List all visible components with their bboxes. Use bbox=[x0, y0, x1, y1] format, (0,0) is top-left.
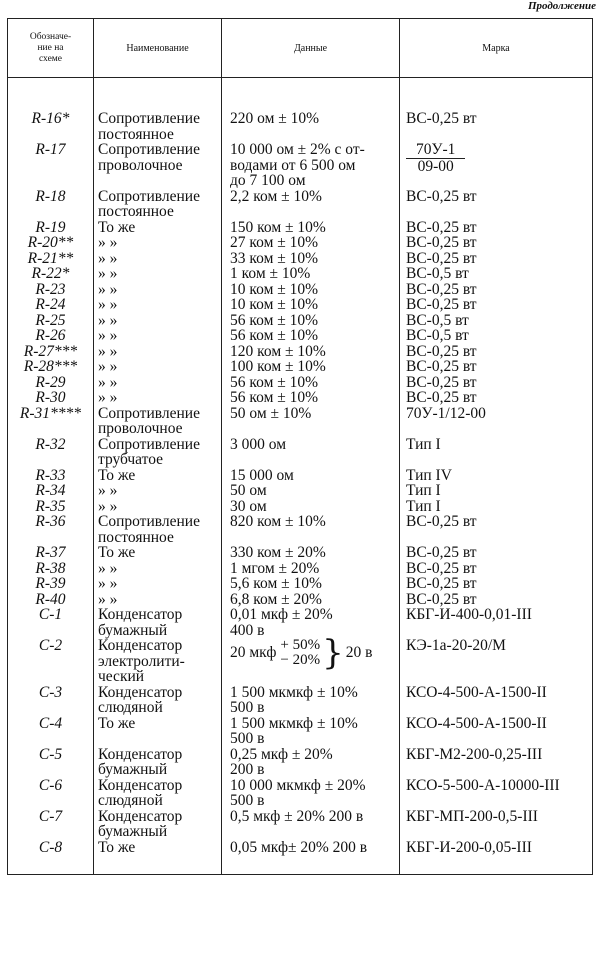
name-cell: » » bbox=[94, 359, 222, 375]
designation-cell: R-19 bbox=[8, 220, 94, 236]
designation-cell: R-34 bbox=[8, 483, 94, 499]
mark-cell: КБГ-И-200-0,05-III bbox=[400, 840, 593, 875]
mark-cell: Тип I bbox=[400, 499, 593, 515]
mark-cell: ВС-0,25 вт bbox=[400, 251, 593, 267]
name-cell: Конденсатор бумажный bbox=[94, 747, 222, 778]
table-row bbox=[8, 220, 593, 236]
mark-cell: КБГ-И-400-0,01-III bbox=[400, 607, 593, 638]
name-cell: Сопротивление постоянное bbox=[94, 189, 222, 220]
name-cell: Сопротивление трубчатое bbox=[94, 437, 222, 468]
data-cell: 56 ком ± 10% bbox=[222, 375, 400, 391]
data-cell: 10 000 ом ± 2% с от- водами от 6 500 ом до 7 100 ом bbox=[222, 142, 400, 189]
name-cell: » » bbox=[94, 483, 222, 499]
designation-cell: R-33 bbox=[8, 468, 94, 484]
designation-cell: R-31**** bbox=[8, 406, 94, 437]
designation-cell: R-29 bbox=[8, 375, 94, 391]
name-cell: » » bbox=[94, 282, 222, 298]
data-cell: 100 ком ± 10% bbox=[222, 359, 400, 375]
table-row bbox=[8, 406, 593, 437]
mark-cell: ВС-0,25 вт bbox=[400, 189, 593, 220]
table-row bbox=[8, 266, 593, 282]
table-row bbox=[8, 328, 593, 344]
name-cell: » » bbox=[94, 561, 222, 577]
data-cell: 2,2 ком ± 10% bbox=[222, 189, 400, 220]
table-row bbox=[8, 514, 593, 545]
table-row bbox=[8, 499, 593, 515]
data-cell: 1 500 мкмкф ± 10% 500 в bbox=[222, 685, 400, 716]
designation-cell: C-6 bbox=[8, 778, 94, 809]
name-cell: Конденсатор бумажный bbox=[94, 607, 222, 638]
table-row bbox=[8, 468, 593, 484]
table-row bbox=[8, 607, 593, 638]
mark-cell: ВС-0,5 вт bbox=[400, 266, 593, 282]
mark-cell: ВС-0,25 вт bbox=[400, 220, 593, 236]
c2-brace: } bbox=[322, 633, 344, 673]
table-row bbox=[8, 778, 593, 809]
designation-cell: R-36 bbox=[8, 514, 94, 545]
mark-cell: ВС-0,25 вт bbox=[400, 111, 593, 142]
mark-cell: ВС-0,25 вт bbox=[400, 375, 593, 391]
name-cell: » » bbox=[94, 390, 222, 406]
mark-cell: Тип I bbox=[400, 437, 593, 468]
data-cell: 33 ком ± 10% bbox=[222, 251, 400, 267]
table-row bbox=[8, 390, 593, 406]
mark-cell: ВС-0,5 вт bbox=[400, 328, 593, 344]
mark-cell: ВС-0,25 вт bbox=[400, 282, 593, 298]
table-row bbox=[8, 375, 593, 391]
table-row bbox=[8, 483, 593, 499]
designation-cell: R-20** bbox=[8, 235, 94, 251]
designation-cell: R-22* bbox=[8, 266, 94, 282]
mark-cell: ВС-0,25 вт bbox=[400, 390, 593, 406]
header-data: Данные bbox=[222, 19, 400, 78]
designation-cell: R-27*** bbox=[8, 344, 94, 360]
designation-cell: C-7 bbox=[8, 809, 94, 840]
table-row bbox=[8, 297, 593, 313]
mark-cell: КБГ-М2-200-0,25-III bbox=[400, 747, 593, 778]
mark-cell: ВС-0,25 вт bbox=[400, 297, 593, 313]
name-cell: » » bbox=[94, 592, 222, 608]
mark-numerator: 70У-1 bbox=[406, 142, 465, 159]
continuation-label: Продолжение bbox=[527, 0, 596, 12]
name-cell: » » bbox=[94, 251, 222, 267]
designation-cell: R-37 bbox=[8, 545, 94, 561]
mark-cell: КСО-4-500-А-1500-II bbox=[400, 716, 593, 747]
name-cell: » » bbox=[94, 313, 222, 329]
table-row bbox=[8, 840, 593, 875]
data-cell: 1 мгом ± 20% bbox=[222, 561, 400, 577]
data-cell: 0,01 мкф ± 20% 400 в bbox=[222, 607, 400, 638]
name-cell: Конденсатор электролити- ческий bbox=[94, 638, 222, 685]
data-cell: 50 ом ± 10% bbox=[222, 406, 400, 437]
data-cell bbox=[222, 633, 400, 685]
name-cell: То же bbox=[94, 716, 222, 747]
table-row bbox=[8, 111, 593, 142]
data-cell: 5,6 ком ± 10% bbox=[222, 576, 400, 592]
designation-cell: R-23 bbox=[8, 282, 94, 298]
mark-cell: ВС-0,25 вт bbox=[400, 359, 593, 375]
header-name: Наименование bbox=[94, 19, 222, 78]
designation-cell: R-17 bbox=[8, 142, 94, 189]
designation-cell: R-39 bbox=[8, 576, 94, 592]
table-row bbox=[8, 576, 593, 592]
table-row bbox=[8, 638, 593, 685]
designation-cell: R-16* bbox=[8, 111, 94, 142]
name-cell: Конденсатор слюдяной bbox=[94, 778, 222, 809]
designation-cell: R-18 bbox=[8, 189, 94, 220]
data-cell: 120 ком ± 10% bbox=[222, 344, 400, 360]
name-cell: » » bbox=[94, 328, 222, 344]
table-row bbox=[8, 251, 593, 267]
designation-cell: R-30 bbox=[8, 390, 94, 406]
data-cell: 30 ом bbox=[222, 499, 400, 515]
designation-cell: C-5 bbox=[8, 747, 94, 778]
table-row bbox=[8, 716, 593, 747]
table-row bbox=[8, 282, 593, 298]
data-cell: 0,25 мкф ± 20% 200 в bbox=[222, 747, 400, 778]
mark-cell: КСО-5-500-А-10000-III bbox=[400, 778, 593, 809]
mark-cell: ВС-0,25 вт bbox=[400, 576, 593, 592]
data-cell: 50 ом bbox=[222, 483, 400, 499]
data-cell: 150 ком ± 10% bbox=[222, 220, 400, 236]
data-cell: 56 ком ± 10% bbox=[222, 328, 400, 344]
mark-cell: ВС-0,25 вт bbox=[400, 561, 593, 577]
name-cell: Сопротивление постоянное bbox=[94, 111, 222, 142]
mark-cell: ВС-0,25 вт bbox=[400, 344, 593, 360]
mark-cell: ВС-0,25 вт bbox=[400, 235, 593, 251]
data-cell: 15 000 ом bbox=[222, 468, 400, 484]
name-cell: » » bbox=[94, 576, 222, 592]
table-header bbox=[8, 19, 593, 78]
designation-cell: R-25 bbox=[8, 313, 94, 329]
table-row bbox=[8, 359, 593, 375]
data-cell: 56 ком ± 10% bbox=[222, 390, 400, 406]
name-cell: Сопротивление постоянное bbox=[94, 514, 222, 545]
data-cell: 10 000 мкмкф ± 20% 500 в bbox=[222, 778, 400, 809]
mark-cell: КСО-4-500-А-1500-II bbox=[400, 685, 593, 716]
table-row bbox=[8, 545, 593, 561]
c2-tolerance-minus: − 20% bbox=[280, 652, 321, 668]
mark-cell: 70У-1/12-00 bbox=[400, 406, 593, 437]
table-row bbox=[8, 189, 593, 220]
header-designation: Обозначе- ние на схеме bbox=[8, 19, 94, 78]
designation-cell: R-38 bbox=[8, 561, 94, 577]
data-cell: 10 ком ± 10% bbox=[222, 297, 400, 313]
mark-cell: ВС-0,25 вт bbox=[400, 545, 593, 561]
mark-cell: ВС-0,25 вт bbox=[400, 592, 593, 608]
name-cell: » » bbox=[94, 266, 222, 282]
designation-cell: R-21** bbox=[8, 251, 94, 267]
designation-cell: R-32 bbox=[8, 437, 94, 468]
name-cell: Конденсатор бумажный bbox=[94, 809, 222, 840]
mark-cell: ВС-0,25 вт bbox=[400, 514, 593, 545]
name-cell: Сопротивление проволочное bbox=[94, 406, 222, 437]
header-mark: Марка bbox=[400, 19, 593, 78]
designation-cell: R-40 bbox=[8, 592, 94, 608]
name-cell: » » bbox=[94, 375, 222, 391]
name-cell: » » bbox=[94, 297, 222, 313]
table-row bbox=[8, 747, 593, 778]
data-cell: 27 ком ± 10% bbox=[222, 235, 400, 251]
mark-cell: Тип I bbox=[400, 483, 593, 499]
name-cell: » » bbox=[94, 499, 222, 515]
table-row bbox=[8, 142, 593, 189]
data-cell: 1 ком ± 10% bbox=[222, 266, 400, 282]
designation-cell: C-8 bbox=[8, 840, 94, 875]
table-row bbox=[8, 685, 593, 716]
designation-cell: R-35 bbox=[8, 499, 94, 515]
mark-cell: Тип IV bbox=[400, 468, 593, 484]
mark-cell: КБГ-МП-200-0,5-III bbox=[400, 809, 593, 840]
table-row bbox=[8, 313, 593, 329]
mark-fraction bbox=[406, 142, 465, 174]
designation-cell: C-4 bbox=[8, 716, 94, 747]
designation-cell: R-26 bbox=[8, 328, 94, 344]
c2-data-group bbox=[230, 633, 396, 673]
c2-tolerance bbox=[280, 638, 320, 668]
table-row bbox=[8, 561, 593, 577]
table-row bbox=[8, 809, 593, 840]
name-cell: Конденсатор слюдяной bbox=[94, 685, 222, 716]
components-table bbox=[7, 18, 593, 875]
table-row bbox=[8, 592, 593, 608]
name-cell: То же bbox=[94, 545, 222, 561]
designation-cell: C-2 bbox=[8, 638, 94, 685]
name-cell: То же bbox=[94, 468, 222, 484]
c2-tolerance-plus: + 50% bbox=[280, 637, 321, 653]
name-cell: То же bbox=[94, 840, 222, 875]
table-row bbox=[8, 344, 593, 360]
designation-cell: C-3 bbox=[8, 685, 94, 716]
data-cell: 3 000 ом bbox=[222, 437, 400, 468]
mark-cell: ВС-0,5 вт bbox=[400, 313, 593, 329]
data-cell: 1 500 мкмкф ± 10% 500 в bbox=[222, 716, 400, 747]
c2-voltage: 20 в bbox=[345, 644, 373, 662]
mark-cell: КЭ-1а-20-20/М bbox=[400, 638, 593, 685]
table-row bbox=[8, 437, 593, 468]
name-cell: Сопротивление проволочное bbox=[94, 142, 222, 189]
mark-cell bbox=[400, 142, 593, 189]
designation-cell: R-28*** bbox=[8, 359, 94, 375]
table-row bbox=[8, 235, 593, 251]
data-cell: 0,05 мкф± 20% 200 в bbox=[222, 840, 400, 875]
designation-cell: R-24 bbox=[8, 297, 94, 313]
data-cell: 820 ком ± 10% bbox=[222, 514, 400, 545]
data-cell: 0,5 мкф ± 20% 200 в bbox=[222, 809, 400, 840]
table-spacer bbox=[8, 78, 593, 112]
data-cell: 56 ком ± 10% bbox=[222, 313, 400, 329]
name-cell: То же bbox=[94, 220, 222, 236]
mark-denominator: 09-00 bbox=[417, 157, 454, 175]
data-cell: 6,8 ком ± 20% bbox=[222, 592, 400, 608]
table-body bbox=[8, 78, 593, 875]
data-cell: 330 ком ± 20% bbox=[222, 545, 400, 561]
name-cell: » » bbox=[94, 235, 222, 251]
name-cell: » » bbox=[94, 344, 222, 360]
designation-cell: C-1 bbox=[8, 607, 94, 638]
data-cell: 220 ом ± 10% bbox=[222, 111, 400, 142]
data-cell: 10 ком ± 10% bbox=[222, 282, 400, 298]
c2-capacitance: 20 мкф bbox=[230, 644, 277, 662]
